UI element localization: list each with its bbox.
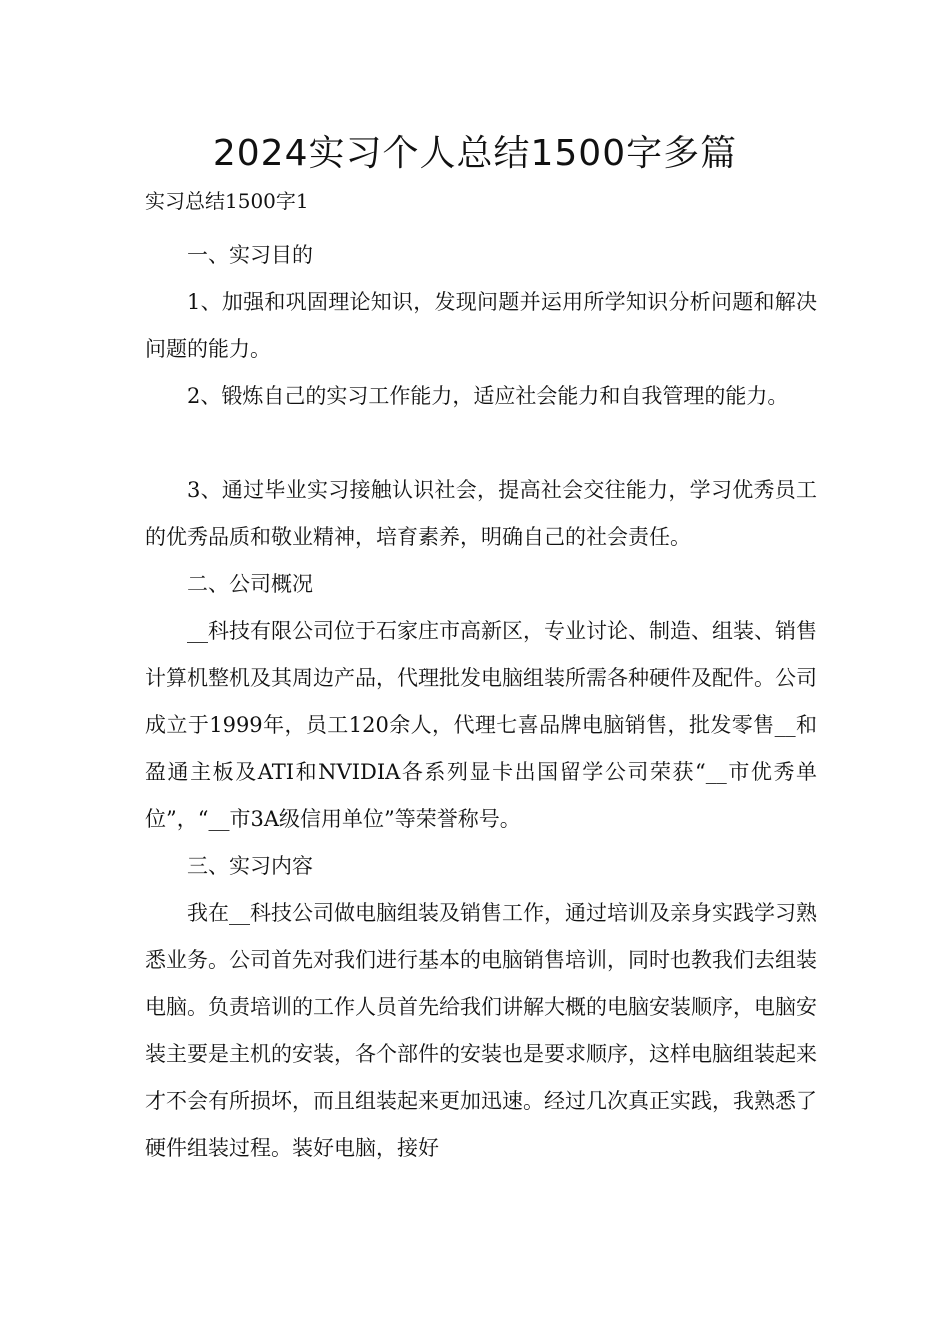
heading-purpose: 一、实习目的 — [187, 243, 313, 267]
paragraph-purpose-1: 1、加强和巩固理论知识，发现问题并运用所学知识分析问题和解决问题的能力。 — [145, 290, 817, 361]
paragraph-content: 我在__科技公司做电脑组装及销售工作，通过培训及亲身实践学习熟悉业务。公司首先对我们进行基本的电脑销售培训，同时也教我们去组装电脑。负责培训的工作人员首先给我们讲解大概的电脑安装顺序，电脑安装主要是主机的安装，各个部件的安装也是要求顺序，这样电脑组装起来才不会有所损坏，而且组装起来更加迅速。经过几次真正实践，我熟悉了硬件组装过程。装好电脑，接好 — [145, 901, 817, 1160]
heading-content: 三、实习内容 — [187, 854, 313, 878]
heading-company: 二、公司概况 — [187, 572, 313, 596]
paragraph-purpose-3: 3、通过毕业实习接触认识社会，提高社会交往能力，学习优秀员工的优秀品质和敬业精神，培育素养，明确自己的社会责任。 — [145, 478, 817, 549]
document-body — [145, 232, 817, 1172]
paragraph-company: __科技有限公司位于石家庄市高新区，专业讨论、制造、组装、销售计算机整机及其周边产品，代理批发电脑组装所需各种硬件及配件。公司成立于1999年，员工120余人，代理七喜品牌电脑销售，批发零售__和盈通主板及ATI和NVIDIA各系列显卡出国留学公司荣获“__市优秀单位”，“__市3A级信用单位”等荣誉称号。 — [145, 619, 817, 831]
section-heading: 实习总结1500字1 — [145, 189, 309, 213]
paragraph-purpose-2: 2、锻炼自己的实习工作能力，适应社会能力和自我管理的能力。 — [187, 384, 789, 408]
document-title: 2024实习个人总结1500字多篇 — [212, 133, 738, 174]
